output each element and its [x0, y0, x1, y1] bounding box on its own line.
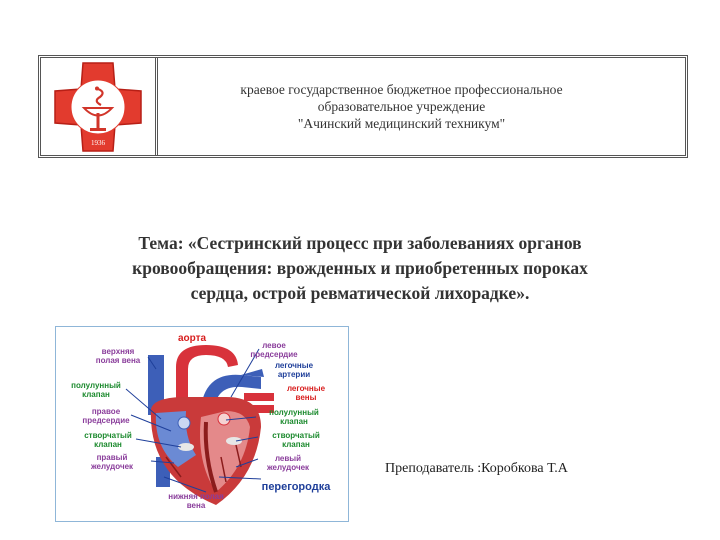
label-septum: перегородка: [261, 481, 331, 493]
heart-anatomy-icon: [56, 327, 348, 521]
institution-header: [38, 55, 688, 158]
label-tricuspid-1: створчатый: [84, 431, 132, 440]
label-semilunar-right-1: полулунный: [269, 408, 319, 417]
label-semilunar-left-1: полулунный: [71, 381, 121, 390]
label-ra-2: предсердие: [82, 416, 130, 425]
label-pv-2: вены: [295, 393, 317, 402]
label-semilunar-right-2: клапан: [280, 417, 308, 426]
label-semilunar-left-2: клапан: [82, 390, 110, 399]
label-lv-2: желудочек: [266, 463, 310, 472]
label-ivc-1: нижняя полая: [168, 492, 224, 501]
label-aorta: аорта: [177, 333, 207, 344]
organization-name: [158, 58, 685, 155]
org-line-1: краевое государственное бюджетное профессиональное: [240, 82, 563, 97]
label-rv-1: правый: [96, 453, 128, 462]
medical-emblem-icon: [53, 61, 143, 153]
label-la-1: левое: [262, 341, 286, 350]
label-svc-1: верхняя: [101, 347, 135, 356]
label-mitral-1: створчатый: [272, 431, 320, 440]
label-ra-1: правое: [91, 407, 121, 416]
label-pa-2: артерии: [277, 370, 311, 379]
label-svc-2: полая вена: [95, 356, 141, 365]
label-pv-1: легочные: [286, 384, 326, 393]
topic-line-1: Тема: «Сестринский процесс при заболеваниях органов: [138, 233, 582, 253]
label-lv-1: левый: [274, 454, 302, 463]
topic-line-3: сердца, острой ревматической лихорадке».: [190, 283, 530, 303]
label-la-2: предсердие: [250, 350, 298, 359]
label-mitral-2: клапан: [282, 440, 310, 449]
lecture-topic: [40, 231, 680, 306]
logo-cell: [41, 58, 158, 155]
label-pa-1: легочные: [274, 361, 314, 370]
org-line-3: "Ачинский медицинский техникум": [297, 116, 506, 131]
org-line-2: образовательное учреждение: [317, 99, 486, 114]
label-rv-2: желудочек: [90, 462, 134, 471]
teacher-name: Преподаватель :Коробкова Т.А: [385, 461, 568, 476]
heart-anatomy-diagram: [55, 326, 349, 522]
label-ivc-2: вена: [186, 501, 206, 510]
topic-line-2: кровообращения: врожденных и приобретенных пороках: [132, 258, 588, 278]
logo-year: 1936: [91, 138, 105, 147]
label-tricuspid-2: клапан: [94, 440, 122, 449]
heart-illustration: [148, 345, 274, 505]
